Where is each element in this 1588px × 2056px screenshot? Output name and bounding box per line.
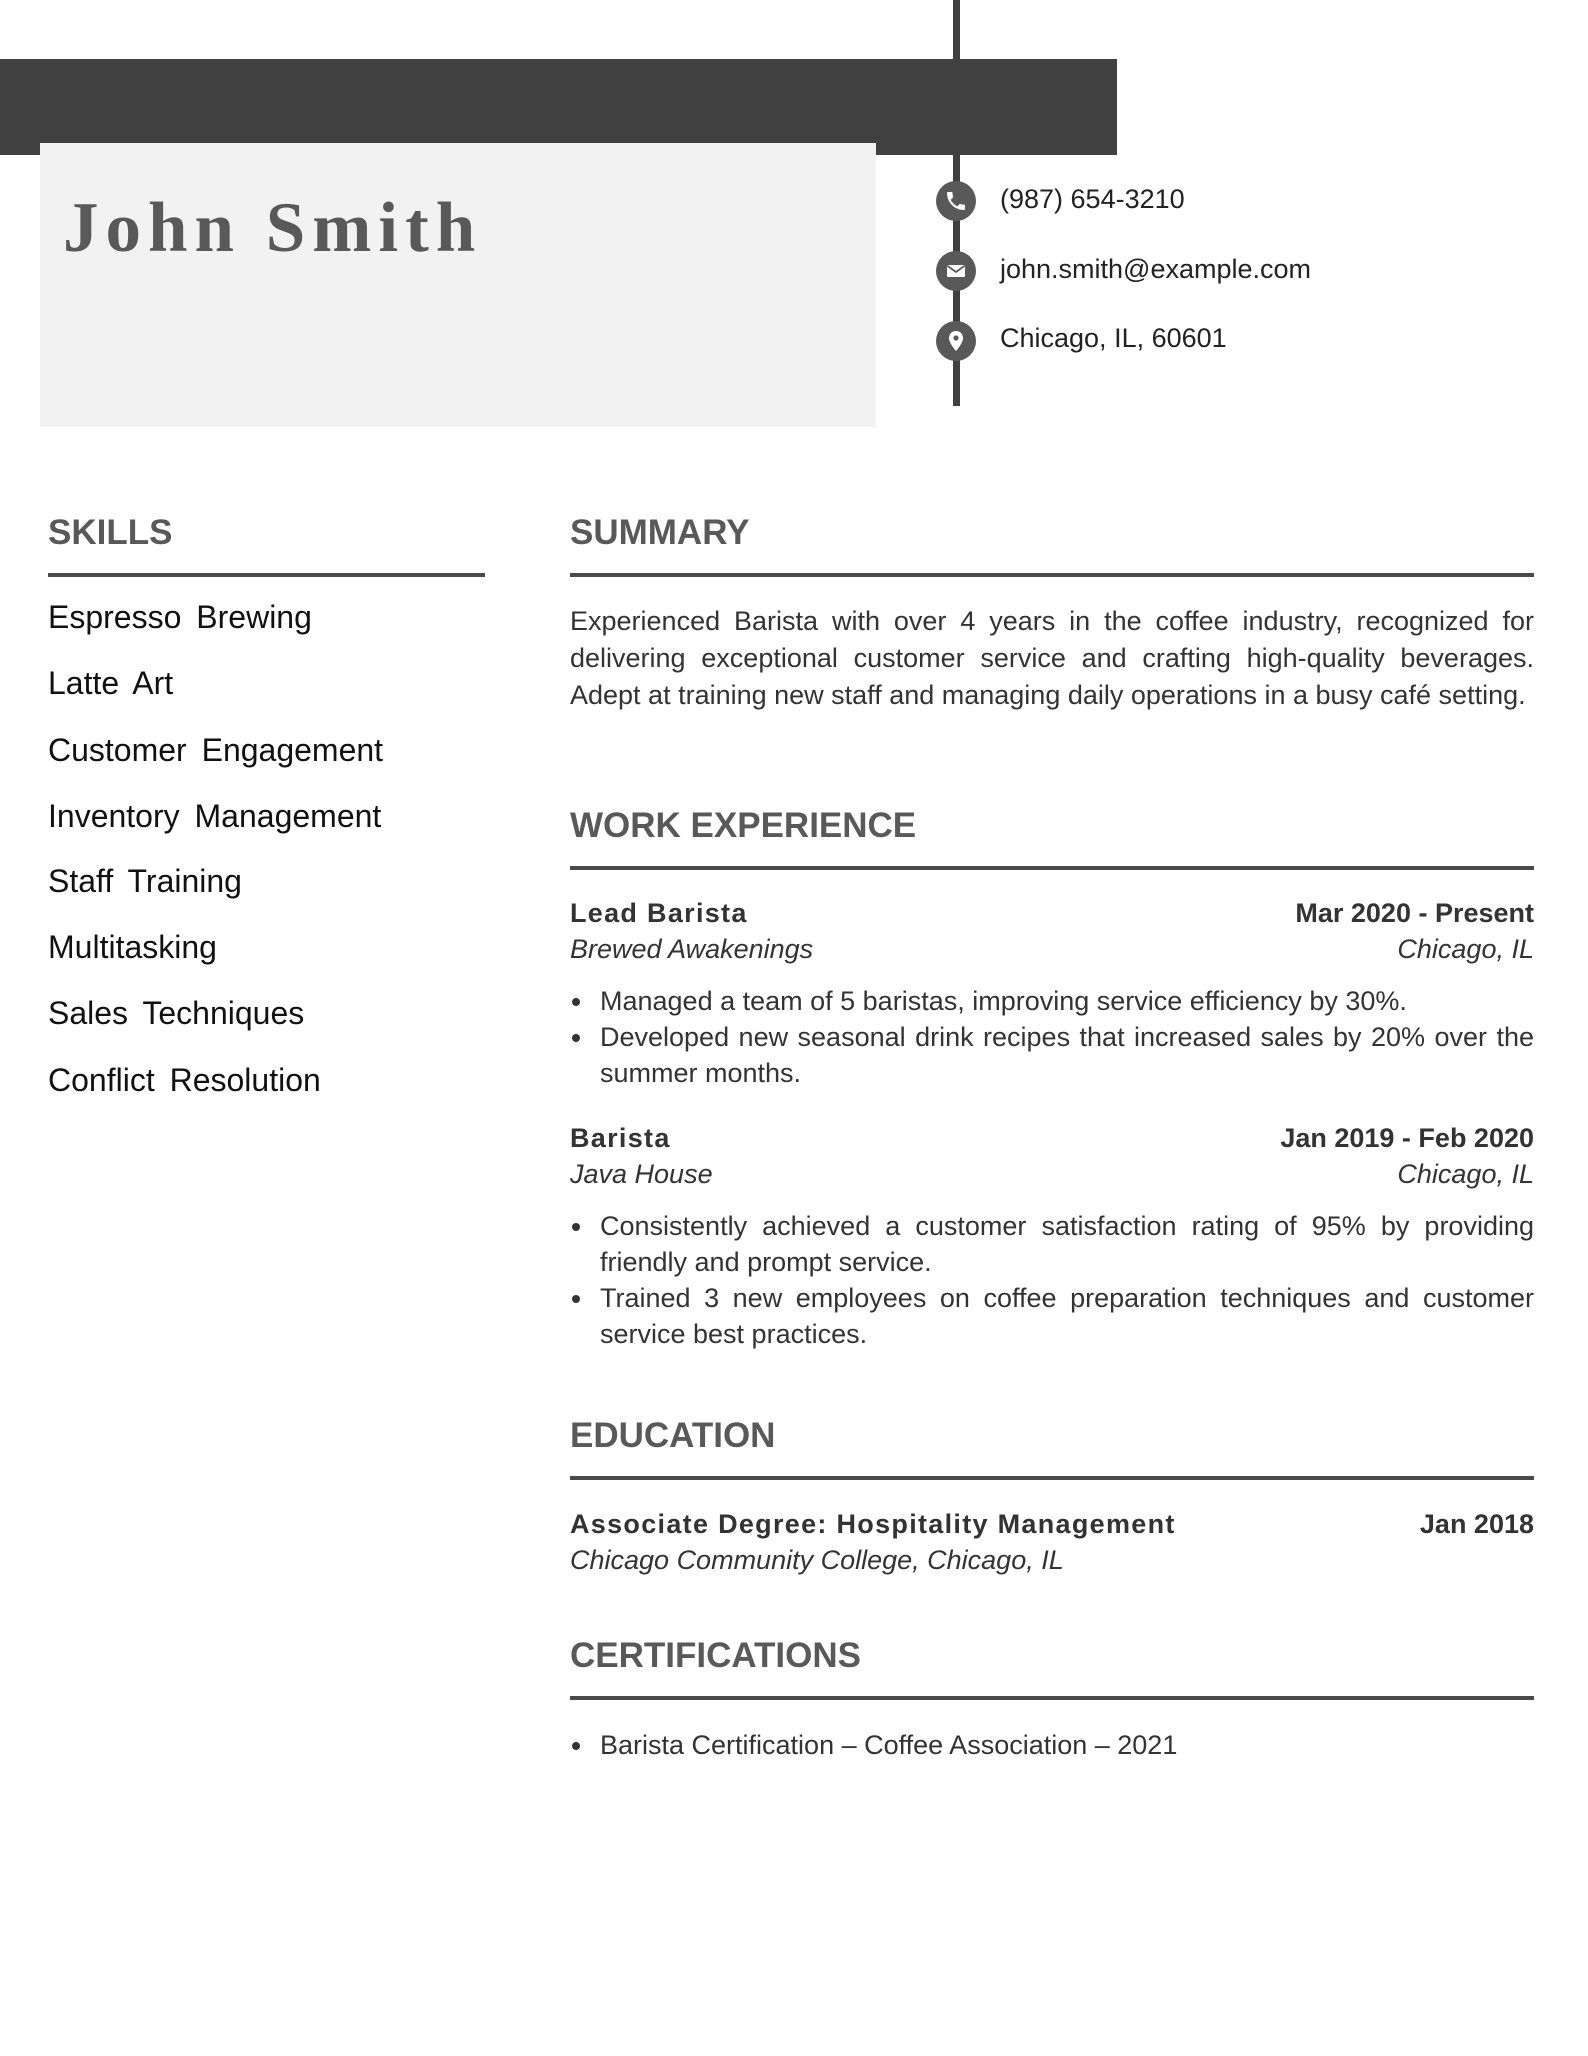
phone-icon [936,181,976,221]
skill-item: Staff Training [48,863,242,899]
job-location: Chicago, IL [1397,934,1534,964]
header-bar [0,59,1117,155]
summary-divider [570,573,1534,577]
job-header [570,1125,1534,1152]
skills-heading: SKILLS [48,513,173,552]
list-item: Managed a team of 5 baristas, improving service efficiency by 30%. [570,983,1534,1019]
experience-divider [570,866,1534,870]
skill-item: Sales Techniques [48,995,305,1031]
education-heading: EDUCATION [570,1416,776,1455]
contact-email: john.smith@example.com [1000,254,1312,284]
list-item: Developed new seasonal drink recipes that increased sales by 20% over the summer months. [570,1019,1534,1091]
job-bullets [570,983,1534,1091]
job-company-row [570,1161,1534,1188]
summary-heading: SUMMARY [570,513,750,552]
contact-location: Chicago, IL, 60601 [1000,323,1227,353]
job-title: Barista [570,1123,671,1153]
experience-heading: WORK EXPERIENCE [570,806,917,845]
job-location: Chicago, IL [1397,1159,1534,1189]
summary-text: Experienced Barista with over 4 years in the coffee industry, recognized for delivering exceptional customer service and crafting high-quality beverages. Adept at training new staff and managing daily operations in a busy café setting. [570,606,1534,710]
skill-item: Latte Art [48,665,174,701]
job-header [570,900,1534,927]
skill-item: Multitasking [48,929,217,965]
list-item: Trained 3 new employees on coffee preparation techniques and customer service best practices. [570,1280,1534,1352]
education-divider [570,1476,1534,1480]
degree-title: Associate Degree: Hospitality Management [570,1509,1176,1539]
envelope-icon [936,251,976,291]
job-dates: Jan 2019 - Feb 2020 [1280,1123,1534,1153]
education-header [570,1511,1534,1538]
job-bullets [570,1208,1534,1352]
list-item: Barista Certification – Coffee Association – 2021 [570,1727,1534,1763]
skill-item: Conflict Resolution [48,1062,321,1098]
certifications-heading: CERTIFICATIONS [570,1636,862,1675]
location-pin-icon [936,321,976,361]
education-date: Jan 2018 [1419,1509,1534,1539]
skill-item: Espresso Brewing [48,599,312,635]
list-item: Consistently achieved a customer satisfaction rating of 95% by providing friendly and prompt service. [570,1208,1534,1280]
job-title: Lead Barista [570,898,748,928]
contact-phone: (987) 654-3210 [1000,184,1185,214]
school-name: Chicago Community College, Chicago, IL [570,1545,1064,1575]
certifications-list [570,1727,1534,1763]
education-school-row [570,1547,1534,1574]
job-dates: Mar 2020 - Present [1295,898,1534,928]
certifications-divider [570,1696,1534,1700]
skills-divider [48,573,485,577]
skill-item: Customer Engagement [48,732,384,768]
job-company: Brewed Awakenings [570,934,814,964]
job-company-row [570,936,1534,963]
name-panel [40,143,876,427]
job-company: Java House [570,1159,713,1189]
candidate-name: John Smith [63,189,483,267]
skill-item: Inventory Management [48,798,382,834]
